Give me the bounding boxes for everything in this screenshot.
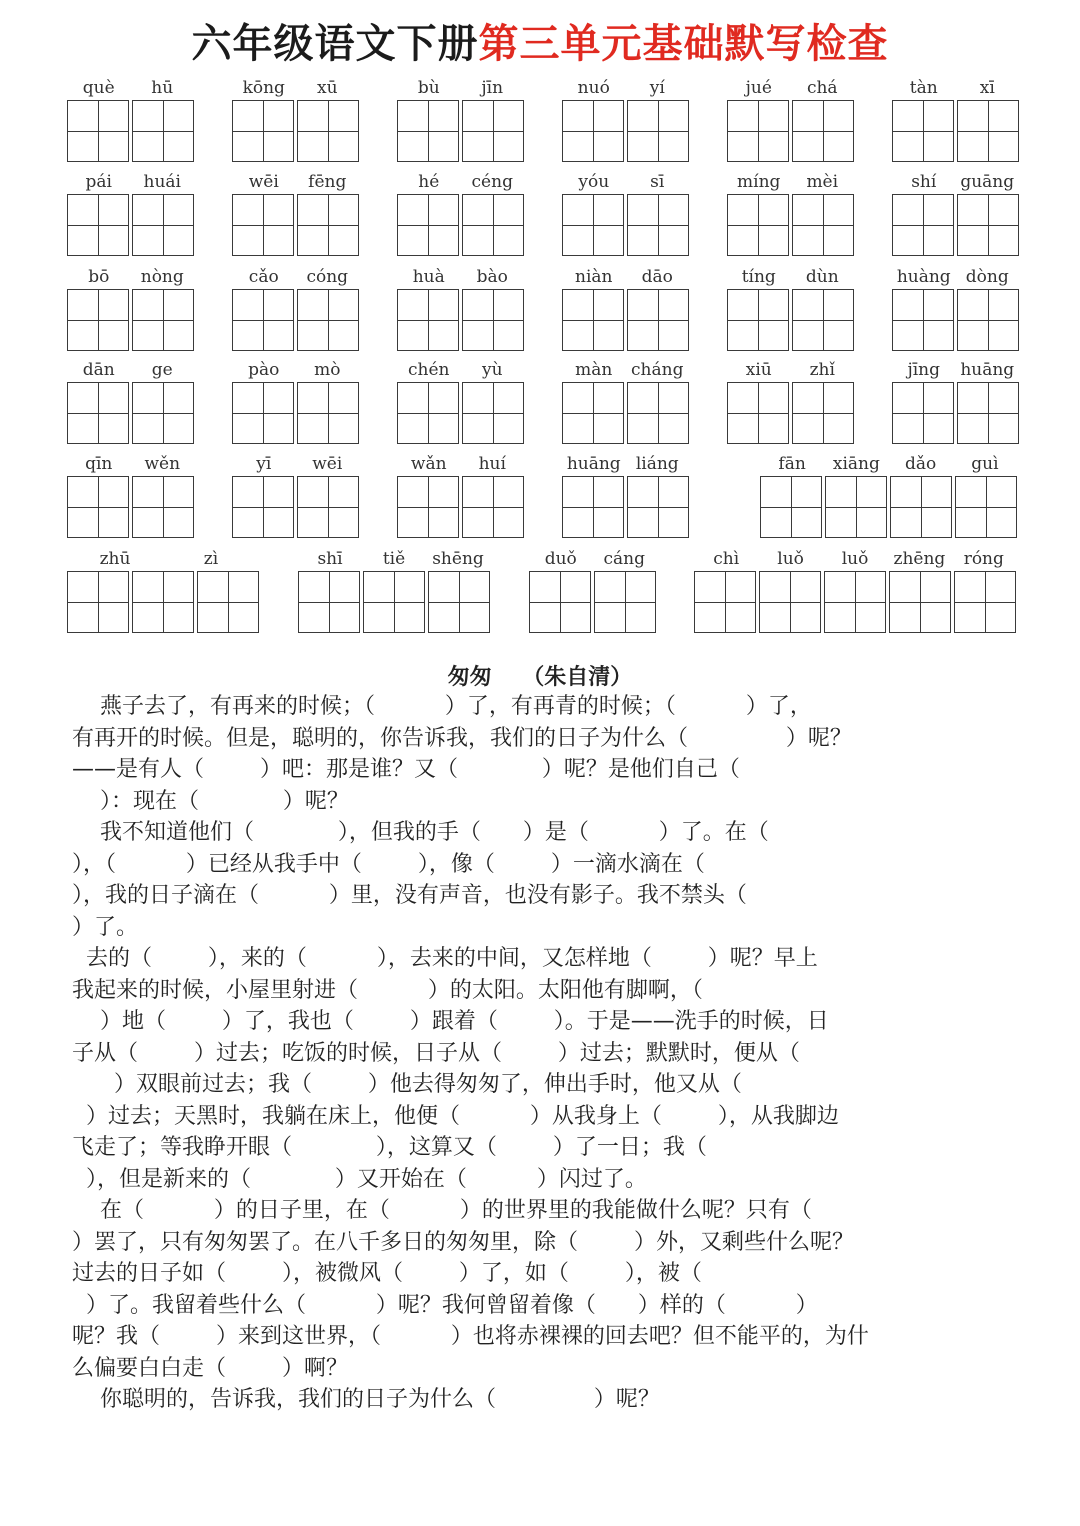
writing-box[interactable] xyxy=(397,100,459,162)
writing-box[interactable] xyxy=(462,289,524,351)
pinyin-label: dāo xyxy=(641,267,673,287)
writing-box[interactable] xyxy=(892,194,954,256)
writing-box[interactable] xyxy=(297,382,359,444)
vocab-word xyxy=(727,78,854,162)
writing-box[interactable] xyxy=(792,100,854,162)
vocab-word xyxy=(67,454,194,538)
writing-box[interactable] xyxy=(363,571,425,633)
pinyin-label: xiāng xyxy=(832,454,880,474)
writing-box[interactable] xyxy=(397,476,459,538)
pinyin-label: bō xyxy=(88,267,110,287)
vocab-word xyxy=(892,360,1019,444)
pinyin-label: liáng xyxy=(635,454,679,474)
pinyin-label: jīn xyxy=(481,78,504,98)
pinyin-label: huà xyxy=(412,267,445,287)
pinyin-label: huàng xyxy=(896,267,951,287)
poem-line: ）过去；天黑时，我躺在床上，他便（ ）从我身上（ ），从我脚边 xyxy=(72,1103,839,1129)
pinyin-label: ge xyxy=(151,360,173,380)
poem-line: 燕子去了，有再来的时候；（ ）了，有再青的时候；（ ）了， xyxy=(72,694,812,719)
pinyin-label: wēi xyxy=(248,172,279,192)
pinyin-label: huāng xyxy=(960,360,1015,380)
pinyin-label: niàn xyxy=(575,267,613,287)
vocab-word xyxy=(760,454,1017,538)
pinyin-label: luǒ xyxy=(777,549,804,569)
writing-box[interactable] xyxy=(727,289,789,351)
writing-box[interactable] xyxy=(627,289,689,351)
writing-box[interactable] xyxy=(892,100,954,162)
writing-box[interactable] xyxy=(792,382,854,444)
vocab-word xyxy=(67,267,194,351)
writing-box[interactable] xyxy=(197,571,259,633)
writing-box[interactable] xyxy=(627,476,689,538)
writing-box[interactable] xyxy=(562,382,624,444)
vocab-word xyxy=(67,360,194,444)
pinyin-label: chén xyxy=(408,360,450,380)
vocab-word xyxy=(562,267,689,351)
vocab-word xyxy=(397,78,524,162)
pinyin-label: qīn xyxy=(85,454,113,474)
writing-box[interactable] xyxy=(297,100,359,162)
vocab-word xyxy=(727,360,854,444)
pinyin-label: cáng xyxy=(603,549,645,569)
vocab-word xyxy=(694,549,1016,633)
pinyin-label: cháng xyxy=(631,360,684,380)
poem-line: 在（ ）的日子里，在（ ）的世界里的我能做什么呢？只有（ xyxy=(72,1198,812,1223)
poem-line: 子从（ ）过去；吃饭的时候，日子从（ ）过去；默默时，便从（ xyxy=(72,1040,800,1066)
pinyin-label: huái xyxy=(143,172,181,192)
poem-line: ）了。我留着些什么（ ）呢？我何曾留着像（ ）样的（ ） xyxy=(72,1292,818,1318)
pinyin-label: wěn xyxy=(144,454,181,474)
vocab-word xyxy=(232,172,359,256)
pinyin-label: fān xyxy=(778,454,806,474)
pinyin-label: yù xyxy=(481,360,503,380)
pinyin-label: zì xyxy=(203,549,219,569)
poem-line: ）双眼前过去；我（ ）他去得匆匆了，伸出手时，他又从（ xyxy=(72,1072,742,1097)
poem-line: ），但是新来的（ ）又开始在（ ）闪过了。 xyxy=(72,1166,647,1192)
writing-box[interactable] xyxy=(627,382,689,444)
pinyin-label: tiě xyxy=(382,549,406,569)
writing-box[interactable] xyxy=(957,382,1019,444)
pinyin-label: zhǐ xyxy=(809,360,835,380)
pinyin-label: duǒ xyxy=(544,549,577,569)
pinyin-label: sī xyxy=(650,172,665,192)
writing-box[interactable] xyxy=(232,382,294,444)
pinyin-label: cǎo xyxy=(248,267,279,287)
writing-box[interactable] xyxy=(297,476,359,538)
pinyin-label: què xyxy=(82,78,115,98)
poem-line: 去的（ ），来的（ ），去来的中间，又怎样地（ ）呢？早上 xyxy=(72,946,818,971)
poem-line: 有再开的时候。但是，聪明的，你告诉我，我们的日子为什么（ ）呢？ xyxy=(72,725,852,751)
vocab-word xyxy=(397,360,524,444)
pinyin-label: zhēng xyxy=(893,549,946,569)
writing-box[interactable] xyxy=(892,289,954,351)
pinyin-label: guāng xyxy=(960,172,1015,192)
poem-title: 匆匆 （朱自清） xyxy=(447,665,633,690)
writing-box[interactable] xyxy=(792,194,854,256)
writing-box[interactable] xyxy=(529,571,591,633)
pinyin-label: tíng xyxy=(741,267,776,287)
vocab-word xyxy=(397,172,524,256)
title-unit: 第三单元基础默写检查 xyxy=(478,21,889,67)
writing-box[interactable] xyxy=(955,476,1017,538)
pinyin-label: jīng xyxy=(907,360,941,380)
writing-box[interactable] xyxy=(132,194,194,256)
pinyin-label: kōng xyxy=(242,78,285,98)
pinyin-label: zhū xyxy=(99,549,131,569)
writing-box[interactable] xyxy=(562,194,624,256)
writing-box[interactable] xyxy=(132,571,194,633)
writing-box[interactable] xyxy=(957,100,1019,162)
writing-box[interactable] xyxy=(889,571,951,633)
vocab-word xyxy=(232,454,359,538)
writing-box[interactable] xyxy=(67,289,129,351)
vocab-word xyxy=(298,549,490,633)
pinyin-label: guì xyxy=(971,454,999,474)
writing-box[interactable] xyxy=(462,382,524,444)
writing-box[interactable] xyxy=(594,571,656,633)
writing-box[interactable] xyxy=(132,476,194,538)
writing-box[interactable] xyxy=(562,289,624,351)
writing-box[interactable] xyxy=(627,100,689,162)
pinyin-label: céng xyxy=(471,172,513,192)
vocab-word xyxy=(562,454,689,538)
pinyin-label: shēng xyxy=(432,549,484,569)
writing-box[interactable] xyxy=(562,100,624,162)
writing-box[interactable] xyxy=(954,571,1016,633)
vocab-word xyxy=(397,267,524,351)
writing-box[interactable] xyxy=(957,194,1019,256)
pinyin-label: xiū xyxy=(745,360,772,380)
writing-box[interactable] xyxy=(67,100,129,162)
pinyin-label: hé xyxy=(418,172,440,192)
vocab-word xyxy=(397,454,524,538)
pinyin-label: nòng xyxy=(140,267,184,287)
writing-box[interactable] xyxy=(462,194,524,256)
pinyin-label: dùn xyxy=(805,267,839,287)
vocab-word xyxy=(232,360,359,444)
writing-box[interactable] xyxy=(67,382,129,444)
pinyin-label: tàn xyxy=(909,78,938,98)
title-grade: 六年级语文下册 xyxy=(191,21,479,67)
pinyin-label: mèi xyxy=(806,172,839,192)
writing-box[interactable] xyxy=(298,571,360,633)
pinyin-label: pào xyxy=(248,360,280,380)
pinyin-label: cóng xyxy=(306,267,349,287)
writing-box[interactable] xyxy=(232,194,294,256)
pinyin-label: màn xyxy=(575,360,613,380)
writing-box[interactable] xyxy=(297,194,359,256)
pinyin-label: jué xyxy=(745,78,772,98)
vocab-word xyxy=(562,360,689,444)
poem-line: ——是有人（ ）吧：那是谁？又（ ）呢？是他们自己（ xyxy=(72,757,740,782)
writing-box[interactable] xyxy=(67,571,129,633)
writing-box[interactable] xyxy=(397,289,459,351)
writing-box[interactable] xyxy=(232,289,294,351)
writing-box[interactable] xyxy=(297,289,359,351)
pinyin-label: mò xyxy=(314,360,341,380)
pinyin-label: xū xyxy=(316,78,338,98)
pinyin-label: wēi xyxy=(312,454,343,474)
vocab-word xyxy=(562,78,689,162)
pinyin-label: pái xyxy=(85,172,112,192)
vocab-word xyxy=(727,172,854,256)
pinyin-label: shī xyxy=(317,549,343,569)
poem-line: ）了。 xyxy=(72,914,139,940)
writing-box[interactable] xyxy=(232,476,294,538)
writing-box[interactable] xyxy=(397,194,459,256)
vocab-word xyxy=(529,549,656,633)
poem-body xyxy=(72,691,1032,1416)
writing-box[interactable] xyxy=(132,382,194,444)
poem-line: 么偏要白白走（ ）啊？ xyxy=(72,1355,348,1381)
poem-line: ），（ ）已经从我手中（ ），像（ ）一滴水滴在（ xyxy=(72,851,705,877)
pinyin-label: nuó xyxy=(577,78,610,98)
pinyin-label: yí xyxy=(649,78,665,98)
poem-line: 我不知道他们（ ），但我的手（ ）是（ ）了。在（ xyxy=(72,820,769,845)
pinyin-label: huí xyxy=(478,454,506,474)
vocab-word xyxy=(892,172,1019,256)
writing-box[interactable] xyxy=(727,382,789,444)
poem-line: 呢？我（ ）来到这世界，（ ）也将赤裸裸的回去吧？但不能平的，为什 xyxy=(72,1324,869,1349)
pinyin-label: shí xyxy=(911,172,937,192)
poem-line: 过去的日子如（ ），被微风（ ）了，如（ ），被（ xyxy=(72,1261,702,1286)
writing-box[interactable] xyxy=(890,476,952,538)
poem-line: 我起来的时候，小屋里射进（ ）的太阳。太阳他有脚啊，（ xyxy=(72,977,703,1003)
writing-box[interactable] xyxy=(232,100,294,162)
pinyin-label: chì xyxy=(713,549,740,569)
poem-line: ）：现在（ ）呢？ xyxy=(72,788,349,814)
worksheet-title xyxy=(0,12,1080,69)
writing-box[interactable] xyxy=(462,100,524,162)
pinyin-label: bào xyxy=(476,267,508,287)
writing-box[interactable] xyxy=(957,289,1019,351)
poem-line: 飞走了；等我睁开眼（ ），这算又（ ）了一日；我（ xyxy=(72,1135,707,1160)
writing-box[interactable] xyxy=(67,194,129,256)
vocab-word xyxy=(67,78,194,162)
writing-box[interactable] xyxy=(132,100,194,162)
pinyin-label: róng xyxy=(963,549,1004,569)
pinyin-label: huāng xyxy=(566,454,621,474)
pinyin-label: bù xyxy=(417,78,440,98)
pinyin-label: míng xyxy=(737,172,781,192)
poem-line: ）罢了，只有匆匆罢了。在八千多日的匆匆里，除（ ）外，又剩些什么呢？ xyxy=(72,1229,854,1255)
writing-box[interactable] xyxy=(428,571,490,633)
pinyin-label: yī xyxy=(256,454,272,474)
writing-box[interactable] xyxy=(727,100,789,162)
pinyin-label: xī xyxy=(979,78,995,98)
writing-box[interactable] xyxy=(760,476,822,538)
pinyin-label: wǎn xyxy=(410,454,447,474)
writing-box[interactable] xyxy=(759,571,821,633)
writing-box[interactable] xyxy=(727,194,789,256)
pinyin-label: luǒ xyxy=(841,549,869,569)
poem-line: ），我的日子滴在（ ）里，没有声音，也没有影子。我不禁头（ xyxy=(72,883,747,908)
vocab-word xyxy=(727,267,854,351)
writing-box[interactable] xyxy=(694,571,756,633)
poem-line: 你聪明的，告诉我，我们的日子为什么（ ）呢？ xyxy=(72,1387,660,1412)
vocab-word xyxy=(67,172,194,256)
pinyin-label: chá xyxy=(806,78,838,98)
writing-box[interactable] xyxy=(824,571,886,633)
writing-box[interactable] xyxy=(67,476,129,538)
writing-box[interactable] xyxy=(462,476,524,538)
pinyin-label: hū xyxy=(151,78,174,98)
vocab-word xyxy=(892,267,1019,351)
writing-box[interactable] xyxy=(825,476,887,538)
writing-box[interactable] xyxy=(892,382,954,444)
writing-box[interactable] xyxy=(627,194,689,256)
writing-box[interactable] xyxy=(792,289,854,351)
vocab-word xyxy=(562,172,689,256)
pinyin-label: dān xyxy=(82,360,115,380)
writing-box[interactable] xyxy=(562,476,624,538)
pinyin-label: yóu xyxy=(578,172,610,192)
vocab-word xyxy=(892,78,1019,162)
vocab-word xyxy=(232,267,359,351)
writing-box[interactable] xyxy=(397,382,459,444)
vocab-word xyxy=(67,549,259,633)
vocab-word xyxy=(232,78,359,162)
poem-line: ）地（ ）了，我也（ ）跟着（ ）。于是——洗手的时候，日 xyxy=(72,1009,829,1034)
pinyin-label: dòng xyxy=(965,267,1009,287)
pinyin-label: dǎo xyxy=(904,454,937,474)
pinyin-label: fēng xyxy=(308,172,347,192)
writing-box[interactable] xyxy=(132,289,194,351)
